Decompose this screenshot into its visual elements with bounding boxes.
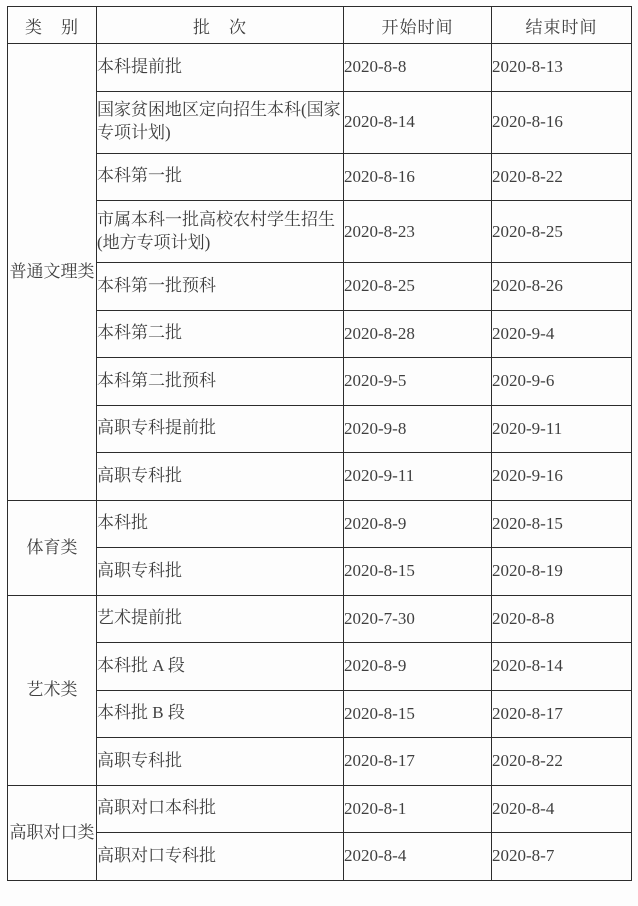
header-batch: 批 次 — [97, 7, 344, 44]
batch-cell: 高职对口专科批 — [97, 833, 344, 881]
table-row — [8, 263, 632, 311]
table-row — [8, 738, 632, 786]
category-cell: 体育类 — [8, 500, 97, 595]
table-row — [8, 833, 632, 881]
header-category: 类 别 — [8, 7, 97, 44]
batch-cell: 本科批 — [97, 500, 344, 548]
start-time-cell: 2020-9-8 — [344, 405, 492, 453]
table-row — [8, 405, 632, 453]
category-cell: 普通文理类 — [8, 44, 97, 501]
start-time-cell: 2020-8-15 — [344, 548, 492, 596]
batch-cell: 艺术提前批 — [97, 595, 344, 643]
batch-cell: 本科提前批 — [97, 44, 344, 92]
start-time-cell: 2020-8-14 — [344, 91, 492, 153]
table-header — [8, 7, 632, 44]
start-time-cell: 2020-7-30 — [344, 595, 492, 643]
start-time-cell: 2020-8-16 — [344, 153, 492, 201]
end-time-cell: 2020-9-11 — [492, 405, 632, 453]
table-row — [8, 91, 632, 153]
end-time-cell: 2020-8-14 — [492, 643, 632, 691]
batch-cell: 高职专科提前批 — [97, 405, 344, 453]
table-row — [8, 785, 632, 833]
end-time-cell: 2020-8-4 — [492, 785, 632, 833]
start-time-cell: 2020-8-4 — [344, 833, 492, 881]
table-row — [8, 153, 632, 201]
start-time-cell: 2020-8-9 — [344, 500, 492, 548]
batch-cell: 国家贫困地区定向招生本科(国家专项计划) — [97, 91, 344, 153]
table-row — [8, 453, 632, 501]
end-time-cell: 2020-8-19 — [492, 548, 632, 596]
start-time-cell: 2020-9-11 — [344, 453, 492, 501]
start-time-cell: 2020-8-9 — [344, 643, 492, 691]
end-time-cell: 2020-8-25 — [492, 201, 632, 263]
end-time-cell: 2020-9-4 — [492, 310, 632, 358]
table-row — [8, 690, 632, 738]
batch-cell: 本科批 A 段 — [97, 643, 344, 691]
end-time-cell: 2020-8-22 — [492, 153, 632, 201]
batch-cell: 本科第一批预科 — [97, 263, 344, 311]
start-time-cell: 2020-8-8 — [344, 44, 492, 92]
batch-cell: 本科批 B 段 — [97, 690, 344, 738]
start-time-cell: 2020-8-23 — [344, 201, 492, 263]
table-row — [8, 201, 632, 263]
start-time-cell: 2020-8-25 — [344, 263, 492, 311]
start-time-cell: 2020-8-15 — [344, 690, 492, 738]
header-start-time: 开始时间 — [344, 7, 492, 44]
table-row — [8, 310, 632, 358]
end-time-cell: 2020-9-16 — [492, 453, 632, 501]
table-row — [8, 44, 632, 92]
category-cell: 高职对口类 — [8, 785, 97, 880]
start-time-cell: 2020-9-5 — [344, 358, 492, 406]
batch-cell: 高职对口本科批 — [97, 785, 344, 833]
batch-cell: 本科第一批 — [97, 153, 344, 201]
start-time-cell: 2020-8-28 — [344, 310, 492, 358]
batch-cell: 本科第二批预科 — [97, 358, 344, 406]
end-time-cell: 2020-8-16 — [492, 91, 632, 153]
table-body — [8, 44, 632, 881]
table-row — [8, 643, 632, 691]
table-row — [8, 595, 632, 643]
batch-cell: 高职专科批 — [97, 738, 344, 786]
batch-cell: 高职专科批 — [97, 548, 344, 596]
end-time-cell: 2020-8-15 — [492, 500, 632, 548]
header-row — [8, 7, 632, 44]
end-time-cell: 2020-8-26 — [492, 263, 632, 311]
table-row — [8, 500, 632, 548]
category-cell: 艺术类 — [8, 595, 97, 785]
end-time-cell: 2020-8-17 — [492, 690, 632, 738]
end-time-cell: 2020-8-22 — [492, 738, 632, 786]
end-time-cell: 2020-8-13 — [492, 44, 632, 92]
table-row — [8, 358, 632, 406]
end-time-cell: 2020-9-6 — [492, 358, 632, 406]
batch-cell: 市属本科一批高校农村学生招生(地方专项计划) — [97, 201, 344, 263]
batch-cell: 高职专科批 — [97, 453, 344, 501]
end-time-cell: 2020-8-8 — [492, 595, 632, 643]
end-time-cell: 2020-8-7 — [492, 833, 632, 881]
header-end-time: 结束时间 — [492, 7, 632, 44]
start-time-cell: 2020-8-17 — [344, 738, 492, 786]
start-time-cell: 2020-8-1 — [344, 785, 492, 833]
batch-cell: 本科第二批 — [97, 310, 344, 358]
schedule-table — [7, 6, 632, 881]
table-row — [8, 548, 632, 596]
